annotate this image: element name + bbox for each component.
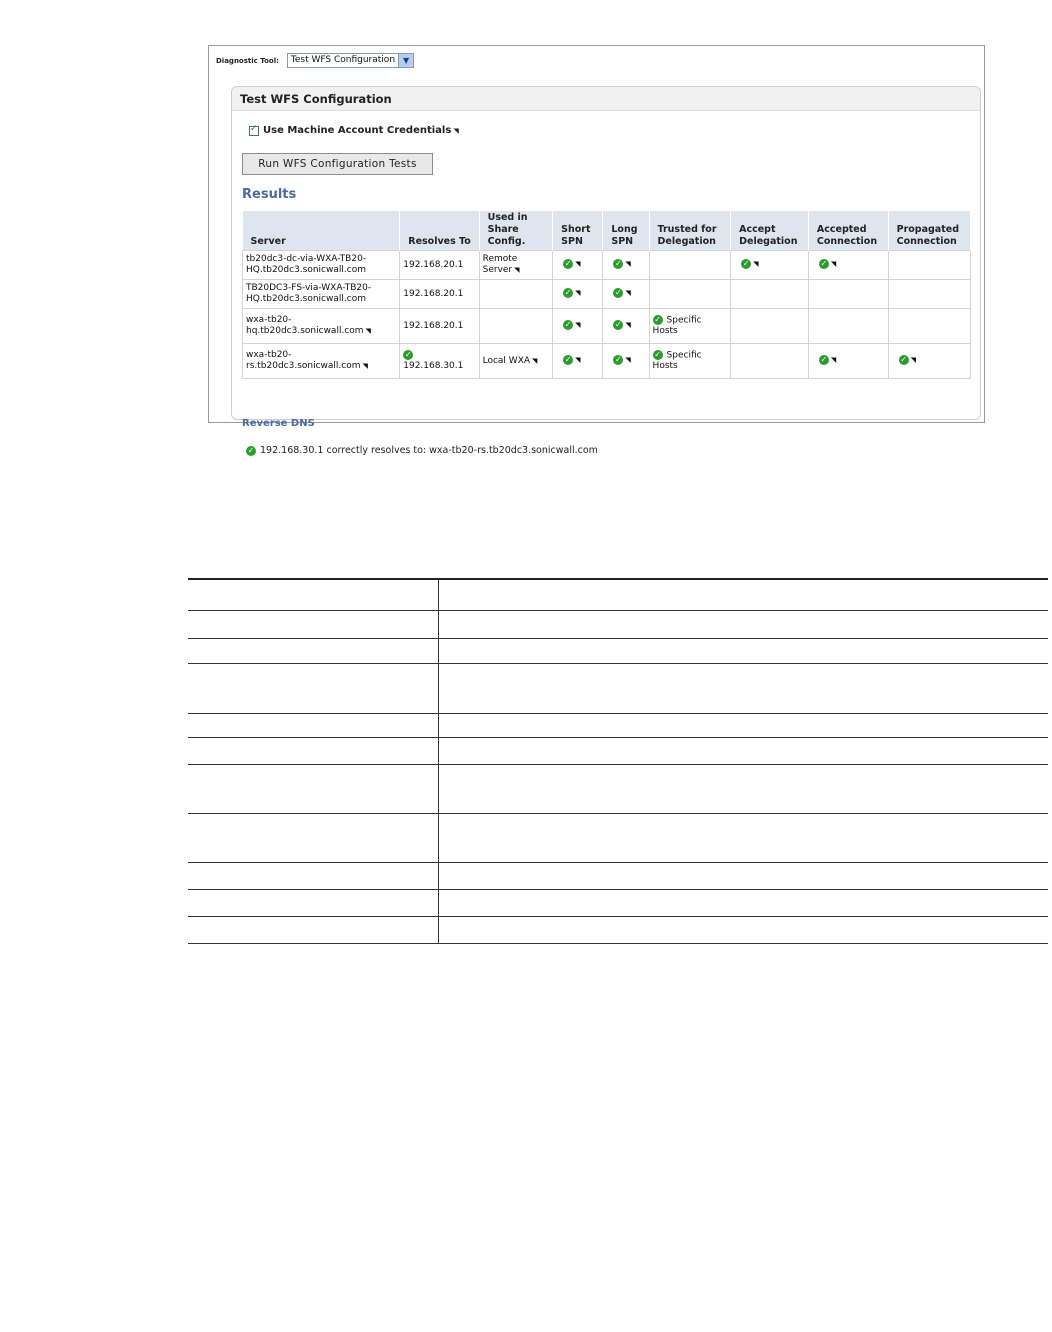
machine-credentials-checkbox[interactable]: [249, 126, 259, 136]
tooltip-marker-icon[interactable]: ◥: [625, 321, 631, 330]
check-icon: ✓: [615, 320, 622, 330]
diagnostic-tool-label: Diagnostic Tool:: [216, 56, 279, 65]
share-config-cell-text: Remote Server: [482, 254, 518, 275]
results-title: Results: [242, 187, 297, 202]
chevron-down-icon[interactable]: ▼: [398, 54, 413, 67]
empty-reference-table: [188, 578, 1048, 944]
check-icon: ✓: [820, 259, 828, 269]
table-row: [243, 344, 971, 379]
column-header: [731, 211, 809, 251]
column-header-label: Short: [561, 224, 591, 235]
tooltip-marker-icon[interactable]: ◥: [362, 362, 368, 370]
tooltip-marker-icon[interactable]: ◥: [625, 289, 631, 298]
status-cell: [553, 280, 603, 309]
check-icon: ✓: [615, 288, 622, 298]
column-header: [553, 211, 603, 251]
status-cell: [553, 344, 603, 379]
column-header-label: SPN: [611, 236, 634, 247]
status-cell: [808, 344, 888, 379]
reverse-dns-text: 192.168.30.1 correctly resolves to: wxa-tb20-rs.tb20dc3.sonicwall.com: [260, 445, 598, 456]
table-row: [243, 280, 971, 309]
status-cell: [808, 251, 888, 280]
check-icon: ✓: [564, 259, 572, 269]
column-header-label: Server: [250, 236, 286, 247]
check-icon: ✓: [615, 259, 622, 269]
server-name: HQ.tb20dc3.sonicwall.com: [246, 265, 366, 275]
column-header-label: Delegation: [739, 236, 798, 247]
status-cell: [603, 280, 649, 309]
status-cell: [603, 344, 649, 379]
tooltip-marker-icon[interactable]: ◥: [575, 289, 581, 298]
check-icon: ✓: [247, 445, 255, 455]
tooltip-marker-icon[interactable]: ◥: [625, 356, 631, 365]
column-header: [808, 211, 888, 251]
share-config-cell: [479, 280, 553, 309]
tooltip-marker-icon[interactable]: ◥: [625, 260, 631, 269]
tooltip-marker-icon[interactable]: ◥: [830, 260, 837, 269]
machine-credentials-label: Use Machine Account Credentials: [263, 125, 452, 136]
diagnostic-tool-value: Test WFS Configuration: [290, 55, 396, 65]
column-header-label: Accept: [739, 224, 776, 235]
column-header-label: Trusted for: [657, 224, 717, 235]
check-icon: ✓: [820, 355, 828, 365]
column-header-label: Connection: [896, 236, 957, 247]
resolves-cell: [400, 309, 479, 344]
check-icon: ✓: [564, 320, 572, 330]
run-tests-button[interactable]: Run WFS Configuration Tests: [242, 153, 433, 175]
resolves-cell-text: 192.168.20.1: [403, 320, 464, 331]
status-cell: [888, 251, 970, 280]
column-header-label: Long: [611, 224, 638, 235]
column-header-label: Connection: [816, 236, 878, 247]
check-icon: ✓: [404, 349, 412, 359]
resolves-cell: [400, 251, 479, 280]
check-icon: ✓: [742, 259, 750, 269]
status-cell: [808, 309, 888, 344]
resolves-cell: [400, 344, 479, 379]
tooltip-marker-icon[interactable]: ◥: [532, 356, 538, 365]
column-header-label: Share Config.: [487, 224, 526, 247]
check-icon: ✓: [654, 349, 661, 359]
column-header: [243, 211, 400, 251]
tooltip-marker-icon[interactable]: ◥: [753, 260, 759, 269]
table-row: [243, 309, 971, 344]
machine-credentials-row: [249, 125, 459, 136]
screenshot-frame: [208, 45, 985, 456]
resolves-cell: [400, 280, 479, 309]
resolves-cell-text: 192.168.20.1: [403, 259, 464, 270]
trusted-delegation-cell: [649, 280, 731, 309]
check-icon: ✓: [654, 314, 661, 324]
status-cell: [603, 309, 649, 344]
column-header-label: Accepted: [816, 224, 867, 235]
share-config-cell: [479, 251, 553, 280]
reverse-dns-title: Reverse DNS: [242, 418, 315, 429]
check-icon: ✓: [900, 355, 907, 365]
trusted-delegation-cell: [649, 251, 731, 280]
trusted-delegation-cell-text: Specific Hosts: [652, 315, 702, 337]
column-header-label: Delegation: [657, 236, 716, 247]
results-table: [242, 211, 971, 379]
server-name: HQ.tb20dc3.sonicwall.com: [246, 294, 366, 304]
column-header: [479, 211, 553, 251]
column-header-label: Used in: [487, 212, 528, 223]
column-header-label: Resolves To: [408, 236, 471, 247]
diagnostic-tool-row: [216, 53, 414, 68]
status-cell: [731, 309, 809, 344]
reverse-dns-result: [246, 445, 598, 456]
trusted-delegation-cell-text: Specific Hosts: [652, 350, 702, 372]
server-cell: [243, 309, 400, 344]
tooltip-marker-icon[interactable]: ◥: [830, 356, 837, 365]
trusted-delegation-cell: [649, 344, 731, 379]
check-icon: ✓: [564, 355, 572, 365]
server-name: tb20dc3-dc-via-WXA-TB20-: [246, 254, 367, 264]
table-row: [243, 251, 971, 280]
resolves-cell-text: 192.168.30.1: [403, 361, 464, 372]
column-header: [400, 211, 479, 251]
status-cell: [731, 280, 809, 309]
tooltip-marker-icon[interactable]: ◥: [365, 327, 371, 335]
check-icon: ✓: [615, 355, 622, 365]
status-cell: [731, 251, 809, 280]
column-header: [888, 211, 970, 251]
status-cell: [888, 344, 970, 379]
status-cell: [731, 344, 809, 379]
column-header-label: Propagated: [896, 224, 960, 235]
server-cell: [243, 344, 400, 379]
share-config-cell-text: Local WXA: [482, 355, 531, 366]
share-config-cell: [479, 309, 553, 344]
check-icon: ✓: [564, 288, 572, 298]
status-cell: [553, 309, 603, 344]
tooltip-marker-icon[interactable]: ◥: [575, 260, 581, 269]
tooltip-marker-icon[interactable]: ◥: [910, 356, 917, 365]
test-wfs-panel: [231, 86, 981, 456]
diagnostic-tool-select[interactable]: [287, 53, 414, 68]
tooltip-marker-icon[interactable]: ◥: [575, 321, 581, 330]
resolves-cell-text: 192.168.20.1: [403, 288, 464, 299]
tooltip-marker-icon[interactable]: ◥: [575, 356, 581, 365]
status-cell: [553, 251, 603, 280]
panel-title: Test WFS Configuration: [232, 87, 980, 111]
server-name: TB20DC3-FS-via-WXA-TB20-: [246, 283, 372, 293]
trusted-delegation-cell: [649, 309, 731, 344]
column-header-label: SPN: [561, 236, 583, 247]
server-cell: [243, 251, 400, 280]
status-cell: [808, 280, 888, 309]
results-header-row: [243, 211, 971, 251]
column-header: [649, 211, 731, 251]
tooltip-marker-icon[interactable]: ◥: [453, 126, 459, 135]
status-cell: [603, 251, 649, 280]
status-cell: [888, 309, 970, 344]
column-header: [603, 211, 649, 251]
server-name: wxa-tb20-hq.tb20dc3.sonicwall.com ◥: [246, 315, 371, 336]
server-cell: [243, 280, 400, 309]
tooltip-marker-icon[interactable]: ◥: [514, 266, 520, 274]
server-name: wxa-tb20-rs.tb20dc3.sonicwall.com ◥: [246, 350, 368, 371]
share-config-cell: [479, 344, 553, 379]
status-cell: [888, 280, 970, 309]
